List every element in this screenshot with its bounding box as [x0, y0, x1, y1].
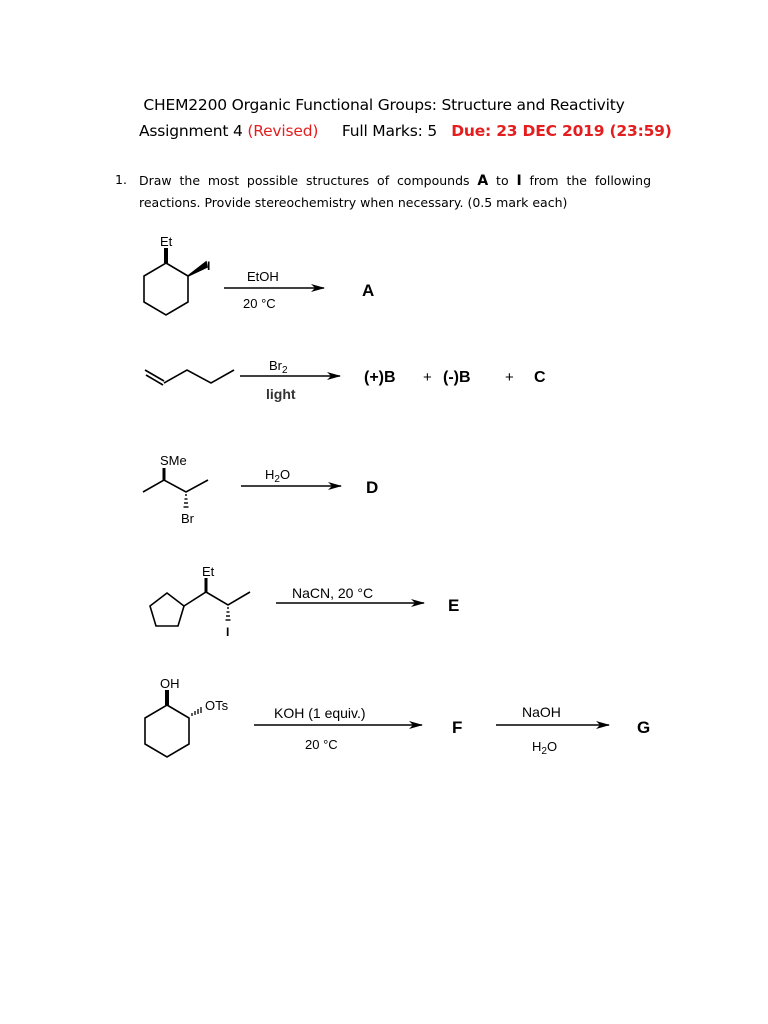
reaction-3	[143, 468, 341, 507]
document-title: CHEM2200 Organic Functional Groups: Structure and Reactivity	[143, 96, 625, 114]
carbon-chain	[184, 592, 250, 606]
bromo-hash-bond	[184, 495, 189, 507]
reagent-label	[269, 358, 288, 376]
ethyl-label: Et	[202, 564, 215, 579]
alkyl-chain	[164, 370, 234, 383]
iodo-label: I	[207, 259, 211, 273]
question-text-part: from the following reactions. Provide stereochemistry when necessary. (0.5 mark each)	[139, 173, 652, 210]
cyclohexane-ring	[144, 263, 188, 315]
product-c-label: C	[534, 369, 546, 386]
cyclohexane-ring	[145, 705, 189, 757]
reagent-text: Br2	[269, 358, 288, 376]
product-b-minus-label: (-)B	[443, 369, 471, 386]
product-f-label: F	[452, 718, 463, 737]
product-g-label: G	[637, 718, 651, 737]
due-date: Due: 23 DEC 2019 (23:59)	[451, 122, 672, 140]
compound-a-label: A	[477, 173, 489, 189]
full-marks: Full Marks: 5	[341, 122, 437, 140]
reagent-label: EtOH	[247, 269, 279, 284]
ethyl-label: Et	[160, 234, 173, 249]
assignment-label: Assignment 4	[139, 122, 248, 140]
question-number: 1.	[115, 172, 127, 187]
product-b-plus-label: (+)B	[364, 369, 396, 386]
revised-label: (Revised)	[247, 122, 319, 140]
reaction-2	[145, 370, 340, 385]
reagent-label: NaOH	[522, 704, 561, 720]
product-e-label: E	[448, 596, 460, 615]
question-text-part: to	[488, 173, 517, 188]
compound-i-label: I	[516, 173, 522, 189]
tosylate-label: OTs	[205, 698, 229, 713]
condition-label: light	[266, 386, 296, 402]
iodo-label: I	[226, 625, 230, 639]
methylthio-label: SMe	[160, 453, 187, 468]
condition-label: 20 °C	[305, 737, 338, 752]
product-a-label: A	[362, 281, 375, 300]
reaction-4	[150, 578, 424, 626]
cyclopentane-ring	[150, 593, 184, 626]
reagent-label: KOH (1 equiv.)	[274, 705, 366, 721]
condition-text: H2O	[532, 739, 558, 757]
plus-sign: +	[423, 369, 432, 386]
reagent-label: NaCN, 20 °C	[292, 585, 374, 601]
reaction-1	[144, 248, 324, 315]
question-text-part: Draw the most possible structures of compounds	[139, 173, 478, 188]
iodo-wedge-bond	[188, 262, 207, 276]
bromo-label: Br	[181, 511, 194, 526]
product-d-label: D	[366, 478, 379, 497]
hydroxyl-label: OH	[160, 676, 180, 691]
reagent-label	[265, 467, 290, 485]
tosylate-hash-bond	[192, 707, 201, 716]
plus-sign: +	[505, 369, 514, 386]
alkene-double-bond	[146, 375, 163, 385]
iodo-hash-bond	[226, 608, 231, 620]
condition-label	[532, 739, 557, 757]
condition-label: 20 °C	[243, 296, 276, 311]
reagent-text: H2O	[265, 467, 291, 485]
carbon-chain	[143, 480, 208, 492]
